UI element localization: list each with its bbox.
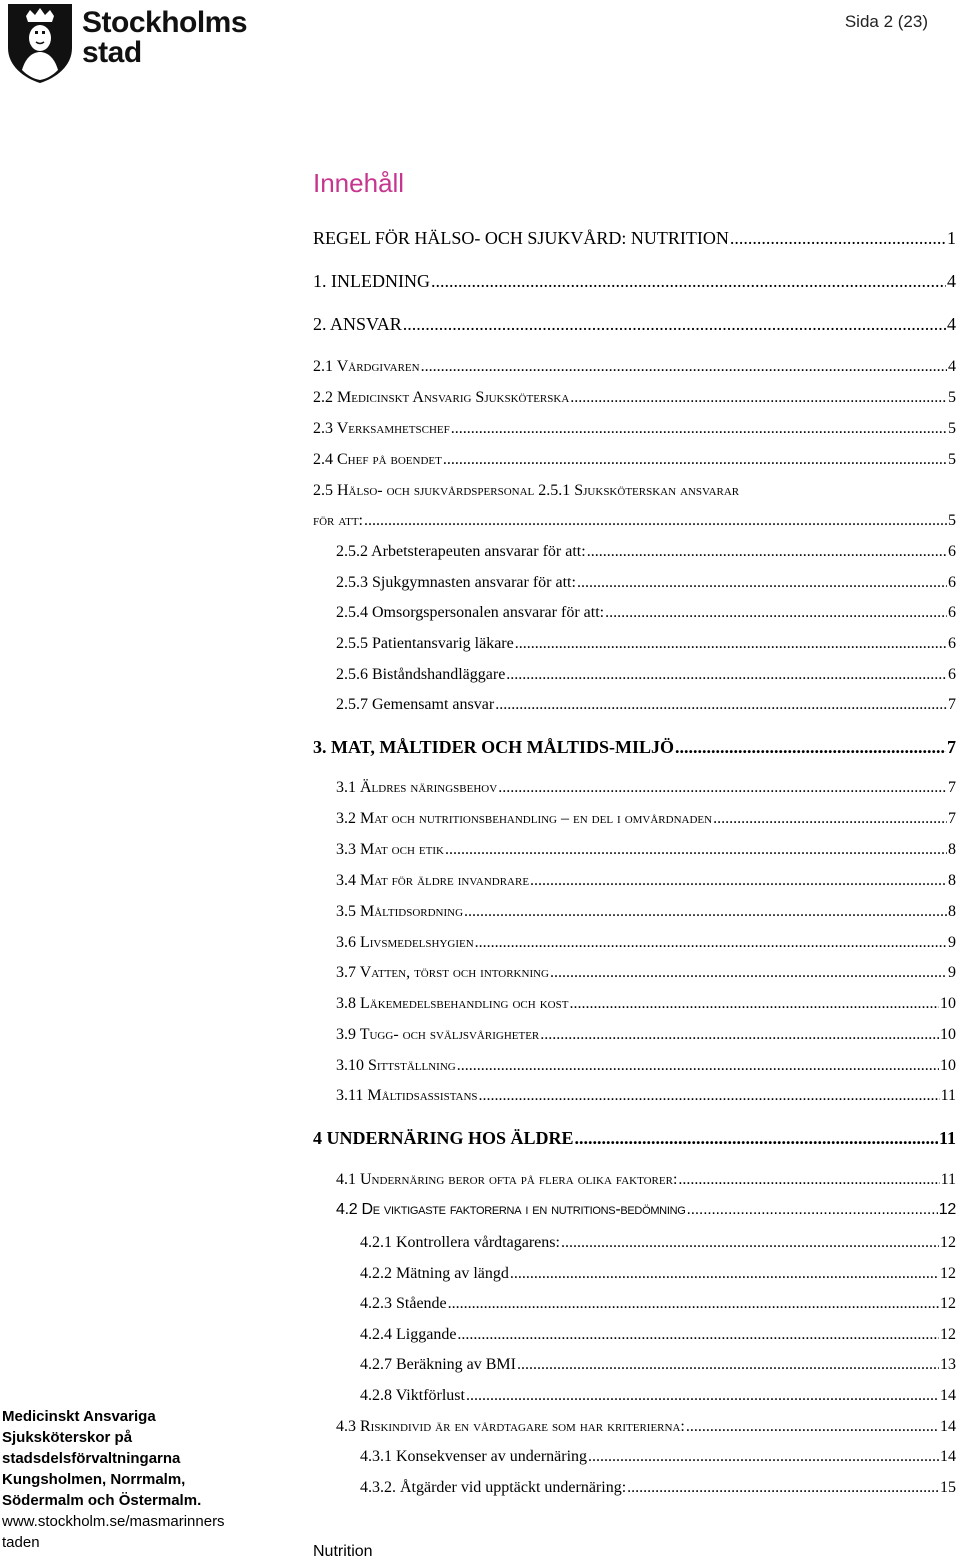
toc-entry[interactable]: 4.2.2 Mätning av längd ..... 12 — [360, 1265, 956, 1283]
footer-line: Södermalm och Östermalm. — [2, 1492, 202, 1509]
toc-entry[interactable]: 2.2 Medicinskt Ansvarig Sjuksköterska ..... 5 — [313, 389, 956, 407]
toc-entry[interactable]: 4.2 De viktigaste faktorerna i en nutritions-bedömning ..... 12 — [336, 1201, 956, 1219]
toc-entry[interactable]: 4.3.2. Åtgärder vid upptäckt undernäring: ..... 15 — [360, 1479, 956, 1497]
footer-line: Medicinskt Ansvariga — [2, 1408, 156, 1425]
toc-entry[interactable]: 4.3 Riskindivid är en vårdtagare som har kriterierna: ..... 14 — [336, 1418, 956, 1436]
toc-entry[interactable]: 2.5.6 Biståndshandläggare ..... 6 — [336, 666, 956, 684]
footer-line: stadsdelsförvaltningarna — [2, 1450, 181, 1467]
toc-entry[interactable]: 3.5 Måltidsordning ..... 8 — [336, 903, 956, 921]
toc-entry[interactable]: 3.1 Äldres näringsbehov ..... 7 — [336, 779, 956, 797]
stockholms-stad-logo — [4, 2, 249, 84]
toc-entry[interactable]: 2.5.7 Gemensamt ansvar ..... 7 — [336, 696, 956, 714]
toc-entry[interactable]: 4 UNDERNÄRING HOS ÄLDRE ..... 11 — [313, 1128, 956, 1149]
logo-line-1: Stockholms — [82, 6, 248, 39]
toc-entry[interactable]: 3. MAT, MÅLTIDER OCH MÅLTIDS-MILJÖ ..... 7 — [313, 737, 956, 758]
toc-entry[interactable]: 2.5.4 Omsorgspersonalen ansvarar för att: ..... 6 — [336, 604, 956, 622]
toc-entry[interactable]: 3.8 Läkemedelsbehandling och kost ..... 10 — [336, 995, 956, 1013]
toc-entry[interactable]: 2.5.3 Sjukgymnasten ansvarar för att: ..... 6 — [336, 574, 956, 592]
toc-entry[interactable]: 2.5.5 Patientansvarig läkare ..... 6 — [336, 635, 956, 653]
toc-entry[interactable]: 2. ANSVAR ..... 4 — [313, 314, 956, 335]
footer-url-continued[interactable]: taden — [2, 1534, 40, 1551]
toc-entry[interactable]: 2.4 Chef på boendet ..... 5 — [313, 451, 956, 469]
toc-entry[interactable]: 3.6 Livsmedelshygien ..... 9 — [336, 934, 956, 952]
toc-entry[interactable]: 2.3 Verksamhetschef ..... 5 — [313, 420, 956, 438]
toc-entry[interactable]: 2.1 Vårdgivaren ..... 4 — [313, 358, 956, 376]
document-name: Nutrition — [313, 1543, 373, 1560]
footer-line: Kungsholmen, Norrmalm, — [2, 1471, 186, 1488]
toc-entry[interactable]: 1. INLEDNING ..... 4 — [313, 271, 956, 292]
toc-entry[interactable]: 4.2.4 Liggande ..... 12 — [360, 1326, 956, 1344]
toc-entry[interactable]: 3.7 Vatten, törst och intorkning ..... 9 — [336, 964, 956, 982]
toc-entry[interactable]: 3.11 Måltidsassistans ..... 11 — [336, 1087, 956, 1105]
toc-entry[interactable]: 4.2.1 Kontrollera vårdtagarens: ..... 12 — [360, 1234, 956, 1252]
toc-entry[interactable]: för att: ..... 5 — [313, 512, 956, 530]
toc-entry[interactable]: 3.4 Mat för äldre invandrare ..... 8 — [336, 872, 956, 890]
crest-icon — [4, 2, 76, 84]
footer-line: Sjuksköterskor på — [2, 1429, 133, 1446]
toc-entry[interactable]: 3.9 Tugg- och sväljsvårigheter ..... 10 — [336, 1026, 956, 1044]
toc-entry[interactable]: 4.3.1 Konsekvenser av undernäring ..... 14 — [360, 1448, 956, 1466]
toc-entry[interactable]: 4.1 Undernäring beror ofta på flera olika faktorer: ..... 11 — [336, 1171, 956, 1189]
toc-entry[interactable]: 4.2.8 Viktförlust ..... 14 — [360, 1387, 956, 1405]
footer-contact — [2, 1406, 225, 1553]
toc-entry[interactable]: 3.3 Mat och etik ..... 8 — [336, 841, 956, 859]
toc-entry[interactable]: 4.2.7 Beräkning av BMI ..... 13 — [360, 1356, 956, 1374]
toc-entry[interactable]: REGEL FÖR HÄLSO- OCH SJUKVÅRD: NUTRITION ..... 1 — [313, 228, 956, 249]
toc-entry[interactable]: 3.10 Sittställning ..... 10 — [336, 1057, 956, 1075]
toc-entry[interactable]: 4.2.3 Stående ..... 12 — [360, 1295, 956, 1313]
toc-entry[interactable]: 3.2 Mat och nutritionsbehandling – en del i omvårdnaden ..... 7 — [336, 810, 956, 828]
toc-entry[interactable]: 2.5 Hälso- och sjukvårdspersonal 2.5.1 Sjuksköterskan ansvarar — [313, 482, 740, 499]
page-number: Sida 2 (23) — [844, 12, 928, 31]
footer-url[interactable]: www.stockholm.se/masmarinners — [2, 1513, 225, 1530]
logo-line-2: stad — [82, 36, 142, 69]
toc-heading: Innehåll — [313, 168, 405, 198]
toc-entry[interactable]: 2.5.2 Arbetsterapeuten ansvarar för att: ..... 6 — [336, 543, 956, 561]
